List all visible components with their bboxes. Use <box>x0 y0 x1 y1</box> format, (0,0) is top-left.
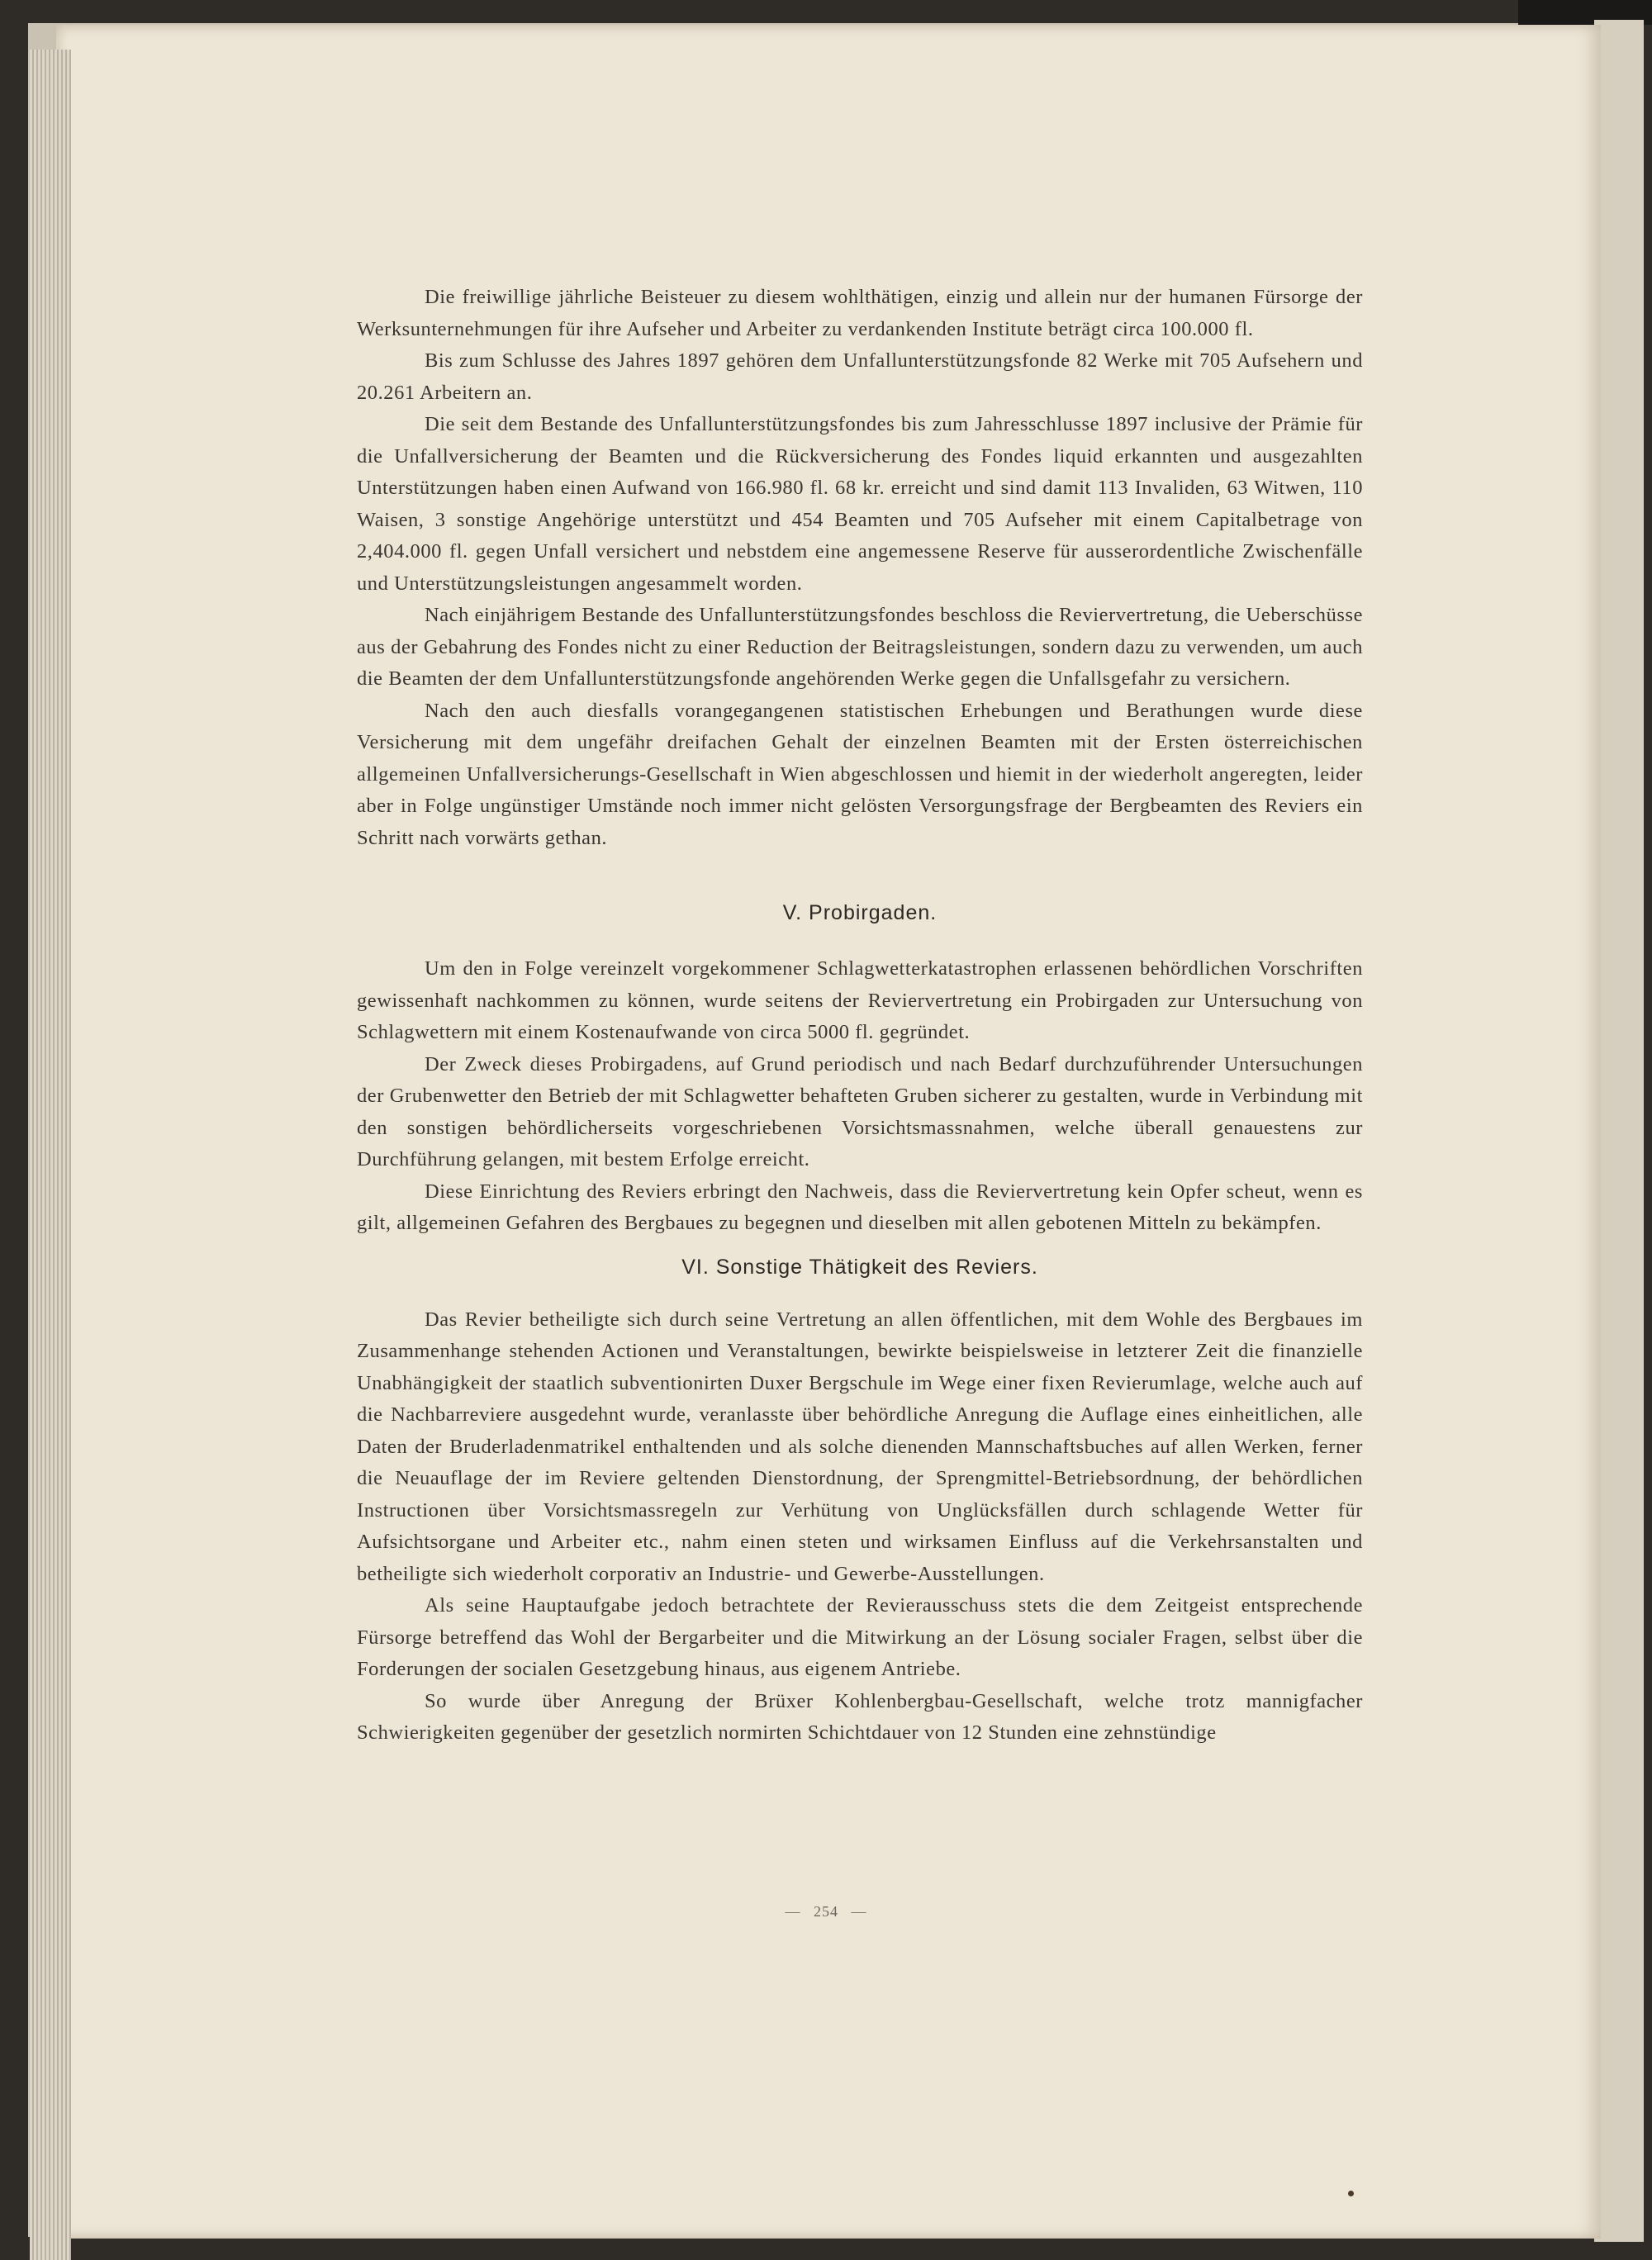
page-edge-stack <box>30 50 71 2260</box>
page-number-footer <box>0 1903 1652 1921</box>
page-number: 254 <box>814 1903 838 1920</box>
page-body-text <box>357 282 1363 1750</box>
paragraph: Als seine Hauptaufgabe jedoch betrachtete der Revierausschuss stets die dem Zeitgeist entsprechende Fürsorge betreffend das Wohl der Bergarbeiter und die Mitwirkung an der Lösung socialer Fragen, selbst über die Forderungen der socialen Gesetzgebung hinaus, aus eigenem Antriebe. <box>357 1594 1363 1680</box>
paragraph: Das Revier betheiligte sich durch seine Vertretung an allen öffentlichen, mit dem Wohle des Bergbaues im Zusammenhange stehenden Actionen und Veranstaltungen, bewirkte beispielsweise in letzterer Zeit die finanzielle Unabhängigkeit der staatlich subventionirten Duxer Bergschule im Wege einer fixen Revierumlage, welche auch auf die Nachbarreviere ausgedehnt wurde, veranlasste über behördliche Anregung die Auflage eines einheitlichen, alle Daten der Bruderladenmatrikel enthaltenden und als solche dienenden Mannschaftsbuches auf allen Werken, ferner die Neuauflage der im Reviere geltenden Dienstordnung, der Sprengmittel-Betriebsordnung, der behördlichen Instructionen über Vorsichtsmassregeln zur Verhütung von Unglücksfällen durch schlagende Wetter für Aufsichtsorgane und Arbeiter etc., nahm einen steten und wirksamen Einfluss auf die Verkehrsanstalten und betheiligte sich wiederholt corporativ an Industrie- und Gewerbe-Ausstellungen. <box>357 1308 1363 1585</box>
paragraph: Bis zum Schlusse des Jahres 1897 gehören dem Unfallunterstützungsfonde 82 Werke mit 705 Aufsehern und 20.261 Arbeitern an. <box>357 349 1363 404</box>
paragraph: Nach den auch diesfalls vorangegangenen statistischen Erhebungen und Berathungen wurde diese Versicherung mit dem ungefähr dreifachen Gehalt der einzelnen Beamten mit der Ersten österreichischen allgemeinen Unfallversicherungs-Gesellschaft in Wien abgeschlossen und hiemit in der wiederholt angeregten, leider aber in Folge ungünstiger Umstände noch immer nicht gelösten Versorgungsfrage der Bergbeamten des Reviers ein Schritt nach vorwärts gethan. <box>357 699 1363 849</box>
footer-dash-right: — <box>851 1903 867 1920</box>
paragraph: So wurde über Anregung der Brüxer Kohlenbergbau-Gesellschaft, welche trotz mannigfacher Schwierigkeiten gegenüber der gesetzlich normirten Schichtdauer von 12 Stunden eine zehnstündige <box>357 1689 1363 1744</box>
paragraph: Um den in Folge vereinzelt vorgekommener Schlagwetterkatastrophen erlassenen behördlichen Vorschriften gewissenhaft nachkommen zu können, wurde seitens der Reviervertretung ein Probirgaden zur Untersuchung von Schlagwettern mit einem Kostenaufwande von circa 5000 fl. gegründet. <box>357 957 1363 1043</box>
paragraph: Die seit dem Bestande des Unfallunterstützungsfondes bis zum Jahresschlusse 1897 inclusive der Prämie für die Unfallversicherung der Beamten und die Rückversicherung des Fondes liquid erkannten und ausgezahlten Unterstützungen haben einen Aufwand von 166.980 fl. 68 kr. erreicht und sind damit 113 Invaliden, 63 Witwen, 110 Waisen, 3 sonstige Angehörige unterstützt und 454 Beamten und 705 Aufseher mit einem Capitalbetrage von 2,404.000 fl. gegen Unfall versichert und nebstdem eine angemessene Reserve für ausserordentliche Zwischenfälle und Unterstützungsleistungen angesammelt worden. <box>357 413 1363 595</box>
paragraph: Der Zweck dieses Probirgadens, auf Grund periodisch und nach Bedarf durchzuführender Untersuchungen der Grubenwetter den Betrieb der mit Schlagwetter behafteten Gruben sicherer zu gestalten, wurde in Verbindung mit den sonstigen behördlicherseits vorgeschriebenen Vorsichtsmassnahmen, welche überall genauestens zur Durchführung gelangen, mit bestem Erfolge erreicht. <box>357 1052 1363 1170</box>
section-heading-probirgaden: V. Probirgaden. <box>782 901 938 924</box>
paragraph: Diese Einrichtung des Reviers erbringt den Nachweis, dass die Reviervertretung kein Opfer scheut, wenn es gilt, allgemeinen Gefahren des Bergbaues zu begegnen und dieselben mit allen gebotenen Mitteln zu bekämpfen. <box>357 1180 1363 1234</box>
paragraph: Nach einjährigem Bestande des Unfallunterstützungsfondes beschloss die Reviervertretung, die Ueberschüsse aus der Gebahrung des Fondes nicht zu einer Reduction der Beitragsleistungen, sondern dazu zu verwenden, um auch die Beamten der dem Unfallunterstützungsfonde angehörenden Werke gegen die Unfallsgefahr zu versichern. <box>357 604 1363 690</box>
footer-dash-left: — <box>785 1903 801 1920</box>
ink-spot <box>1348 2191 1354 2196</box>
section-heading-sonstige-thaetigkeit: VI. Sonstige Thätigkeit des Reviers. <box>681 1255 1038 1279</box>
paragraph: Die freiwillige jährliche Beisteuer zu diesem wohlthätigen, einzig und allein nur der humanen Fürsorge der Werksunternehmungen für ihre Aufseher und Arbeiter zu verdankenden Institute beträgt circa 100.000 fl. <box>357 286 1363 340</box>
